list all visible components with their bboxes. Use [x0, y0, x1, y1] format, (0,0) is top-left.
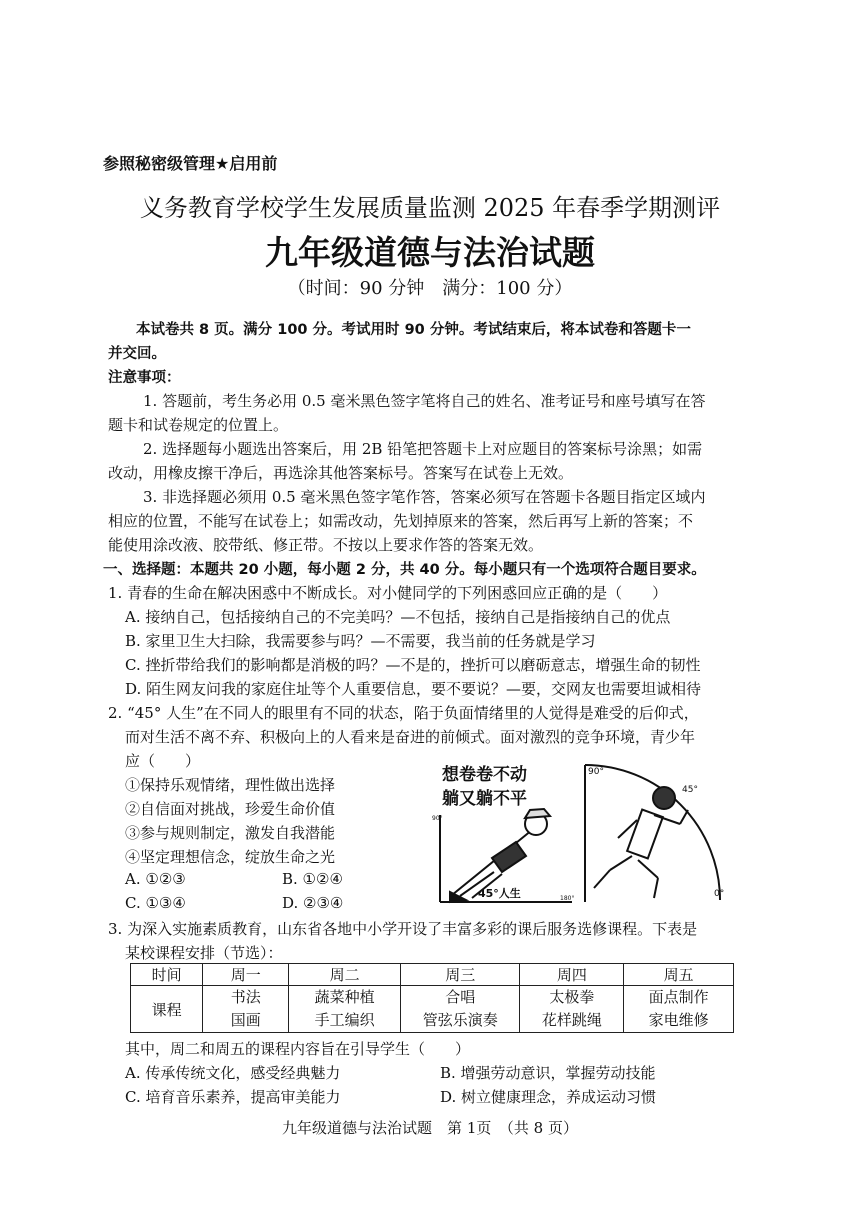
q1-option-c: C. 挫折带给我们的影响都是消极的吗？—不是的，挫折可以磨砺意志，增强生命的韧性: [125, 656, 701, 674]
right-angle-label: 45°: [682, 785, 698, 795]
intro-line-2: 并交回。: [108, 346, 166, 362]
q3-option-d: D. 树立健康理念，养成运动习惯: [440, 1088, 657, 1106]
q3-option-c: C. 培育音乐素养，提高审美能力: [125, 1088, 341, 1106]
figure-caption-line-2: 躺又躺不平: [442, 789, 527, 809]
right-axis-0-label: 0°: [714, 889, 725, 899]
course-item: 太极拳: [549, 988, 595, 1006]
left-axis-90-label: 90°: [432, 815, 443, 822]
course-item: 国画: [230, 1011, 261, 1029]
course-item: 书法: [230, 988, 261, 1006]
course-item: 面点制作: [648, 988, 709, 1006]
course-item: 合唱: [445, 988, 476, 1006]
table-cell-tuesday: [289, 986, 401, 1033]
table-header-row: [131, 964, 734, 986]
q1-option-d: D. 陌生网友问我的家庭住址等个人重要信息，要不要说？—要，交网友也需要坦诚相待: [125, 680, 702, 698]
q3-stem-line-1: 3. 为深入实施素质教育，山东省各地中小学开设了丰富多彩的课后服务选修课程。下表是: [108, 920, 698, 938]
left-figure-label: 45°人生: [478, 887, 521, 900]
table-header-cell: 时间: [131, 964, 203, 986]
table-header-cell: 周二: [289, 964, 401, 986]
note-3-line-2: 相应的位置，不能写在试卷上；如需改动，先划掉原来的答案，然后再写上新的答案；不: [108, 512, 694, 530]
right-axis-90-label: 90°: [588, 767, 604, 777]
table-cell-thursday: [520, 986, 624, 1033]
course-item: 家电维修: [648, 1011, 709, 1029]
course-item: 管弦乐演奏: [422, 1011, 498, 1029]
left-axis-180-label: 180°: [560, 895, 575, 902]
table-header-cell: 周三: [400, 964, 520, 986]
q2-option-d: D. ②③④: [282, 894, 344, 912]
q2-option-c: C. ①③④: [125, 894, 186, 912]
page-footer: 九年级道德与法治试题 第 1页 （共 8 页）: [282, 1119, 578, 1137]
course-item: 蔬菜种植: [314, 988, 375, 1006]
exam-title: 九年级道德与法治试题: [265, 233, 595, 272]
course-item: 花样跳绳: [541, 1011, 602, 1029]
q2-stem-line-1: 2. “45° 人生”在不同人的眼里有不同的状态，陷于负面情绪里的人觉得是难受的后仰式，: [108, 704, 699, 722]
q2-illustration: [432, 760, 762, 908]
q3-option-b: B. 增强劳动意识，掌握劳动技能: [440, 1064, 656, 1082]
intro-line-1: 本试卷共 8 页。满分 100 分。考试用时 90 分钟。考试结束后，将本试卷和答题卡一: [136, 322, 691, 338]
q2-item-3: ③参与规则制定，激发自我潜能: [125, 824, 336, 842]
q2-stem-line-3: 应（ ）: [125, 752, 201, 770]
table-header-cell: 周四: [520, 964, 624, 986]
notes-heading: 注意事项：: [108, 370, 181, 386]
figure-caption-line-1: 想卷卷不动: [442, 765, 527, 785]
table-cell-friday: [624, 986, 734, 1033]
q3-question: 其中，周二和周五的课程内容旨在引导学生（ ）: [125, 1040, 471, 1058]
time-score-info: （时间：90 分钟 满分：100 分）: [287, 278, 573, 299]
note-2-line-1: 2. 选择题每小题选出答案后，用 2B 铅笔把答题卡上对应题目的答案标号涂黑；如需: [143, 440, 703, 458]
table-cell-monday: [203, 986, 289, 1033]
table-header-cell: 周五: [624, 964, 734, 986]
note-2-line-2: 改动，用橡皮擦干净后，再选涂其他答案标号。答案写在试卷上无效。: [108, 464, 574, 482]
q2-item-2: ②自信面对挑战，珍爱生命价值: [125, 800, 336, 818]
note-3-line-1: 3. 非选择题必须用 0.5 毫米黑色签字笔作答，答案必须写在答题卡各题目指定区域内: [143, 488, 706, 506]
q1-option-a: A. 接纳自己，包括接纳自己的不完美吗？—不包括，接纳自己是指接纳自己的优点: [125, 608, 671, 626]
q2-option-b: B. ①②④: [282, 870, 343, 888]
q2-item-4: ④坚定理想信念，绽放生命之光: [125, 848, 336, 866]
course-item: 手工编织: [314, 1011, 375, 1029]
confidential-mark: 参照秘密级管理★启用前: [103, 154, 278, 173]
section-heading: 一、选择题：本题共 20 小题，每小题 2 分，共 40 分。每小题只有一个选项符合题目要求。: [103, 562, 706, 578]
leaning-forward-figure: [585, 765, 720, 902]
table-header-cell: 周一: [203, 964, 289, 986]
q2-item-1: ①保持乐观情绪，理性做出选择: [125, 776, 336, 794]
note-1-line-2: 题卡和试卷规定的位置上。: [108, 416, 289, 434]
note-1-line-1: 1. 答题前，考生务必用 0.5 毫米黑色签字笔将自己的姓名、准考证号和座号填写在答: [143, 392, 706, 410]
q2-option-a: A. ①②③: [125, 870, 186, 888]
q3-stem-line-2: 某校课程安排（节选）：: [125, 944, 283, 962]
q3-option-a: A. 传承传统文化，感受经典魅力: [125, 1064, 341, 1082]
q2-stem-line-2: 而对生活不离不弃、积极向上的人看来是奋进的前倾式。面对激烈的竞争环境，青少年: [125, 728, 696, 746]
course-schedule-table: [130, 963, 734, 1033]
q1-option-b: B. 家里卫生大扫除，我需要参与吗？—不需要，我当前的任务就是学习: [125, 632, 596, 650]
exam-subtitle: 义务教育学校学生发展质量监测 2025 年春季学期测评: [139, 194, 721, 222]
table-cell-wednesday: [400, 986, 520, 1033]
table-row: [131, 986, 734, 1033]
q1-stem: 1. 青春的生命在解决困惑中不断成长。对小健同学的下列困惑回应正确的是（ ）: [108, 584, 668, 602]
table-row-label: 课程: [131, 986, 203, 1033]
note-3-line-3: 能使用涂改液、胶带纸、修正带。不按以上要求作答的答案无效。: [108, 536, 544, 554]
